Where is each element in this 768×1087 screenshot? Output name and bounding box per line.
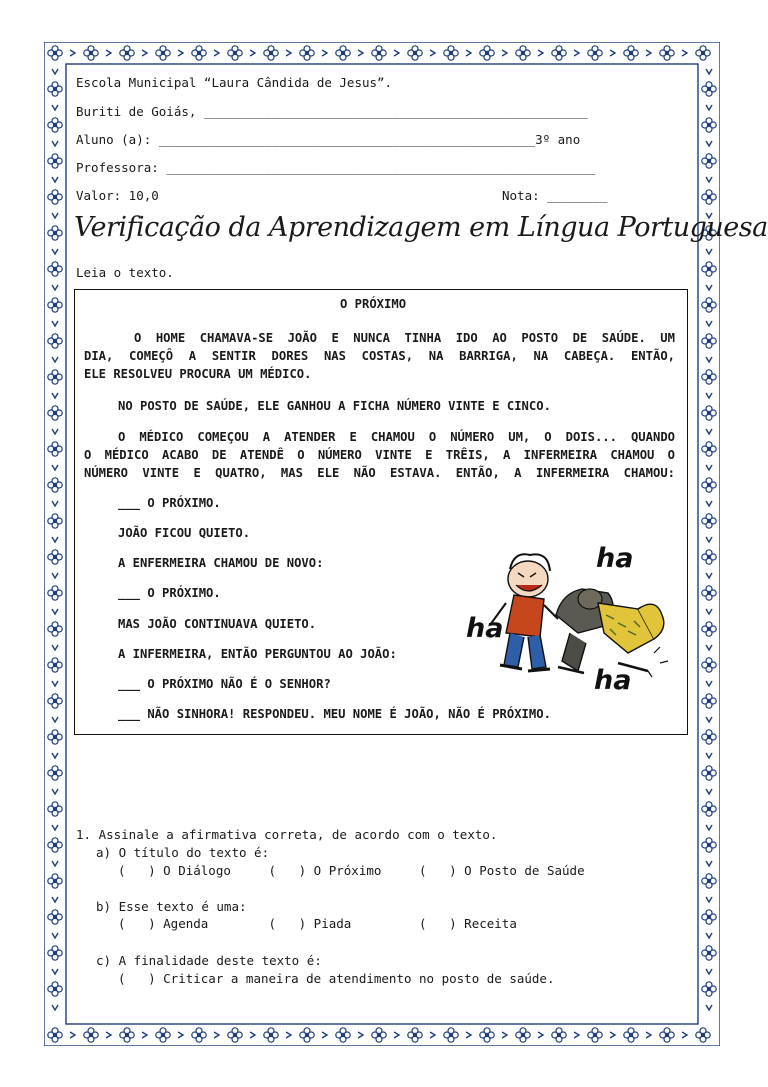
- reading-instruction: Leia o texto.: [76, 265, 174, 280]
- laughing-boy-figure: [490, 554, 558, 671]
- laughing-man-figure: [556, 589, 668, 677]
- story-line: JOÃO FICOU QUIETO.: [118, 526, 251, 540]
- question-b-options[interactable]: ( ) Agenda ( ) Piada ( ) Receita: [118, 916, 517, 931]
- grade-field[interactable]: Nota: ________: [502, 188, 608, 203]
- story-line: NO POSTO DE SAÚDE, ELE GANHOU A FICHA NÚMERO VINTE E CINCO.: [118, 399, 551, 413]
- story-line: ___ O PRÓXIMO.: [118, 496, 221, 510]
- page-title: Verificação da Aprendizagem em Língua Portuguesa: [74, 212, 768, 243]
- story-line: O MÉDICO COMEÇOU A ATENDER E CHAMOU O NÚMERO UM, O DOIS... QUANDO: [118, 430, 675, 444]
- value-label: Valor: 10,0: [76, 188, 159, 203]
- teacher-field[interactable]: Professora: _________________________________________________________: [76, 160, 596, 175]
- question-b-label: b) Esse texto é uma:: [96, 899, 247, 914]
- laugh-text: ha: [466, 613, 504, 644]
- story-line: NÚMERO VINTE E QUATRO, MAS ELE NÃO ESTAVA. ENTÃO, A INFERMEIRA CHAMOU:: [84, 466, 675, 480]
- question-1: 1. Assinale a afirmativa correta, de acordo com o texto.: [76, 827, 498, 842]
- laugh-text: ha: [596, 543, 634, 574]
- school-name: Escola Municipal “Laura Cândida de Jesus”.: [76, 75, 393, 90]
- laughing-cartoon-illustration: [458, 533, 682, 695]
- story-line: ELE RESOLVEU PROCURA UM MÉDICO.: [84, 367, 312, 381]
- story-line: A INFERMEIRA, ENTÃO PERGUNTOU AO JOÃO:: [118, 647, 397, 661]
- story-line: O HOME CHAMAVA-SE JOÃO E NUNCA TINHA IDO AO POSTO DE SAÚDE. UM: [134, 331, 675, 345]
- story-line: A ENFERMEIRA CHAMOU DE NOVO:: [118, 556, 324, 570]
- story-line: ___ O PRÓXIMO NÃO É O SENHOR?: [118, 677, 331, 691]
- question-c-label: c) A finalidade deste texto é:: [96, 953, 322, 968]
- story-line: DIA, COMEÇÔ A SENTIR DORES NAS COSTAS, NA BARRIGA, NA CABEÇA. ENTÃO,: [84, 349, 675, 363]
- question-c-options[interactable]: ( ) Criticar a maneira de atendimento no posto de saúde.: [118, 971, 555, 986]
- question-a-label: a) O título do texto é:: [96, 845, 270, 860]
- laugh-text: ha: [594, 665, 632, 695]
- story-line: MAS JOÃO CONTINUAVA QUIETO.: [118, 617, 317, 631]
- student-field[interactable]: Aluno (a): __________________________________________________3º ano: [76, 132, 581, 147]
- city-field[interactable]: Buriti de Goiás, ___________________________________________________: [76, 104, 588, 119]
- story-line: ___ NÃO SINHORA! RESPONDEU. MEU NOME É JOÃO, NÃO É PRÓXIMO.: [118, 707, 551, 721]
- story-heading: O PRÓXIMO: [340, 297, 407, 311]
- story-line: O MÉDICO ACABO DE ATENDÊ O NÚMERO VINTE E TRÊIS, A INFERMEIRA CHAMOU O: [84, 448, 675, 462]
- story-line: ___ O PRÓXIMO.: [118, 586, 221, 600]
- question-a-options[interactable]: ( ) O Diálogo ( ) O Próximo ( ) O Posto de Saúde: [118, 863, 585, 878]
